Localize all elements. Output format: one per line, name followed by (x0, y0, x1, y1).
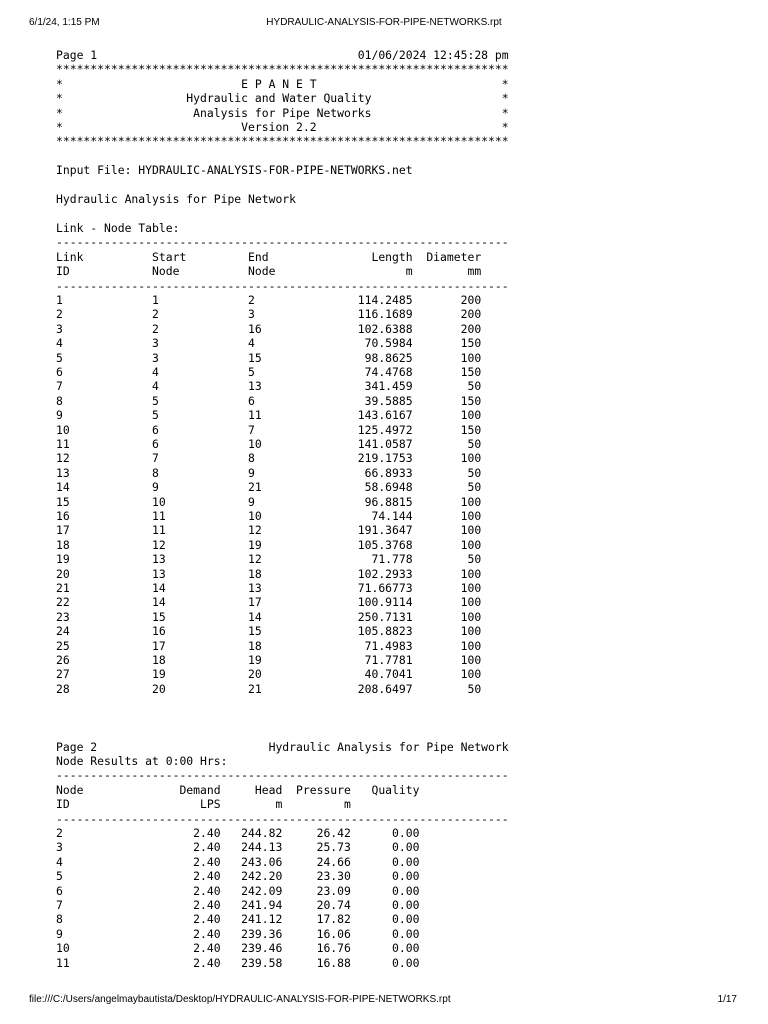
node-table-row: 9 2.40 239.36 16.06 0.00 (56, 926, 420, 941)
node-table-row: 2 2.40 244.82 26.42 0.00 (56, 825, 420, 840)
print-title: HYDRAULIC-ANALYSIS-FOR-PIPE-NETWORKS.rpt (266, 17, 502, 28)
link-table-row: 18 12 19 105.3768 100 (56, 537, 482, 552)
banner-line: * Hydraulic and Water Quality * (56, 91, 509, 106)
link-table-title: Link - Node Table: (56, 220, 180, 235)
link-table-row: 24 16 15 105.8823 100 (56, 624, 482, 639)
link-table-header: Link Start End Length Diameter (56, 249, 482, 264)
table-rule: ------------------------------------------------------------------ (56, 278, 509, 293)
banner-border: ****************************************************************** (56, 134, 509, 149)
link-table-row: 19 13 12 71.778 50 (56, 552, 482, 567)
link-table-row: 5 3 15 98.8625 100 (56, 350, 482, 365)
link-table-row: 21 14 13 71.66773 100 (56, 581, 482, 596)
page-number: 1/17 (717, 994, 737, 1005)
table-rule: ------------------------------------------------------------------ (56, 768, 509, 783)
report-body (56, 48, 509, 970)
link-table-row: 6 4 5 74.4768 150 (56, 364, 482, 379)
link-table-row: 12 7 8 219.1753 100 (56, 451, 482, 466)
node-table-row: 6 2.40 242.09 23.09 0.00 (56, 883, 420, 898)
banner-border: ****************************************************************** (56, 62, 509, 77)
table-rule: ------------------------------------------------------------------ (56, 811, 509, 826)
input-file: Input File: HYDRAULIC-ANALYSIS-FOR-PIPE-NETWORKS.net (56, 163, 413, 178)
banner-line: * Analysis for Pipe Networks * (56, 105, 509, 120)
analysis-title: Hydraulic Analysis for Pipe Network (56, 192, 297, 207)
link-table-row: 26 18 19 71.7781 100 (56, 653, 482, 668)
link-table-row: 17 11 12 191.3647 100 (56, 523, 482, 538)
page-header: Page 1 01/06/2024 12:45:28 pm (56, 48, 509, 62)
link-table-row: 23 15 14 250.7131 100 (56, 609, 482, 624)
page-header: Page 2 Hydraulic Analysis for Pipe Network (56, 739, 509, 754)
node-table-row: 3 2.40 244.13 25.73 0.00 (56, 840, 420, 855)
link-table-row: 22 14 17 100.9114 100 (56, 595, 482, 610)
node-table-header: Node Demand Head Pressure Quality (56, 782, 420, 797)
node-table-row: 7 2.40 241.94 20.74 0.00 (56, 897, 420, 912)
link-table-row: 25 17 18 71.4983 100 (56, 638, 482, 653)
link-table-row: 11 6 10 141.0587 50 (56, 436, 482, 451)
link-table-row: 28 20 21 208.6497 50 (56, 681, 482, 696)
link-table-row: 8 5 6 39.5885 150 (56, 393, 482, 408)
link-table-row: 9 5 11 143.6167 100 (56, 408, 482, 423)
link-table-row: 14 9 21 58.6948 50 (56, 480, 482, 495)
node-table-row: 10 2.40 239.46 16.76 0.00 (56, 941, 420, 956)
link-table-row: 7 4 13 341.459 50 (56, 379, 482, 394)
banner-line: * Version 2.2 * (56, 120, 509, 135)
node-table-header: ID LPS m m (56, 797, 351, 812)
print-header (0, 0, 768, 32)
link-table-row: 27 19 20 40.7041 100 (56, 667, 482, 682)
node-table-row: 8 2.40 241.12 17.82 0.00 (56, 912, 420, 927)
node-table-row: 5 2.40 242.20 23.30 0.00 (56, 869, 420, 884)
link-table-row: 16 11 10 74.144 100 (56, 509, 482, 523)
print-datetime: 6/1/24, 1:15 PM (29, 17, 100, 28)
print-footer (0, 990, 768, 1014)
link-table-row: 10 6 7 125.4972 150 (56, 422, 482, 437)
node-table-row: 4 2.40 243.06 24.66 0.00 (56, 854, 420, 869)
link-table-row: 4 3 4 70.5984 150 (56, 336, 482, 351)
node-table-row: 11 2.40 239.58 16.88 0.00 (56, 955, 420, 970)
link-table-header: ID Node Node m mm (56, 264, 482, 279)
banner-line: * E P A N E T * (56, 76, 509, 91)
link-table-row: 3 2 16 102.6388 200 (56, 321, 482, 336)
link-table-row: 1 1 2 114.2485 200 (56, 292, 482, 307)
node-table-title: Node Results at 0:00 Hrs: (56, 753, 228, 768)
table-rule: ------------------------------------------------------------------ (56, 235, 509, 250)
link-table-row: 15 10 9 96.8815 100 (56, 494, 482, 509)
link-table-row: 2 2 3 116.1689 200 (56, 307, 482, 322)
link-table-row: 13 8 9 66.8933 50 (56, 465, 482, 480)
link-table-row: 20 13 18 102.2933 100 (56, 566, 482, 581)
file-path: file:///C:/Users/angelmaybautista/Desktop/HYDRAULIC-ANALYSIS-FOR-PIPE-NETWORKS.rpt (29, 994, 451, 1005)
